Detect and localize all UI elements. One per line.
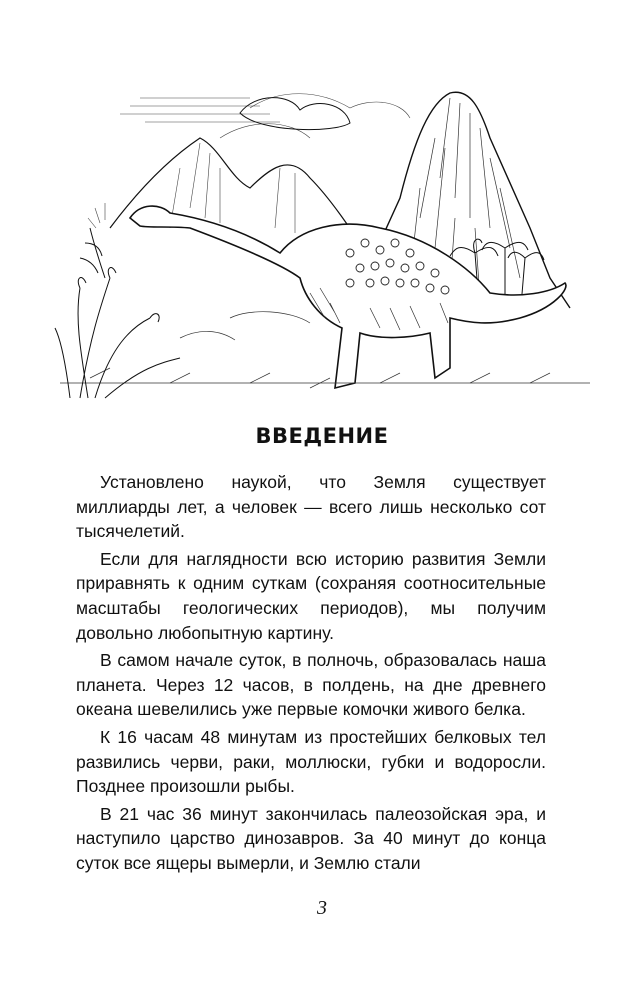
paragraph-5: В 21 час 36 минут закончилась палеозойская эра, и наступило царство динозавров. За 40 минут до конца суток все ящеры вымерли, и Землю стали [76,803,546,873]
paragraph-3: В самом начале суток, в полночь, образовалась наша планета. Через 12 часов, в полдень, на дне древнего океана шевелились уже первые комочки живого белка. [76,650,546,720]
body-text [76,470,546,879]
section-heading: ВВЕДЕНИЕ [255,424,389,448]
paragraph-1: Установлено наукой, что Земля существует миллиарды лет, а человек — всего лишь несколько сот тысячелетий. [76,472,546,542]
paragraph-4: К 16 часам 48 минутам из простейших белковых тел развились черви, раки, моллюски, губки и водоросли. Позднее произошли рыбы. [76,726,546,797]
paragraph-2: Если для наглядности всю историю развития Земли приравнять к одним суткам (сохраняя соотносительные масштабы геологических периодов), мы получим довольно любопытную картину. [76,548,546,643]
dinosaur-illustration [50,78,600,408]
page-number: 3 [317,897,327,919]
